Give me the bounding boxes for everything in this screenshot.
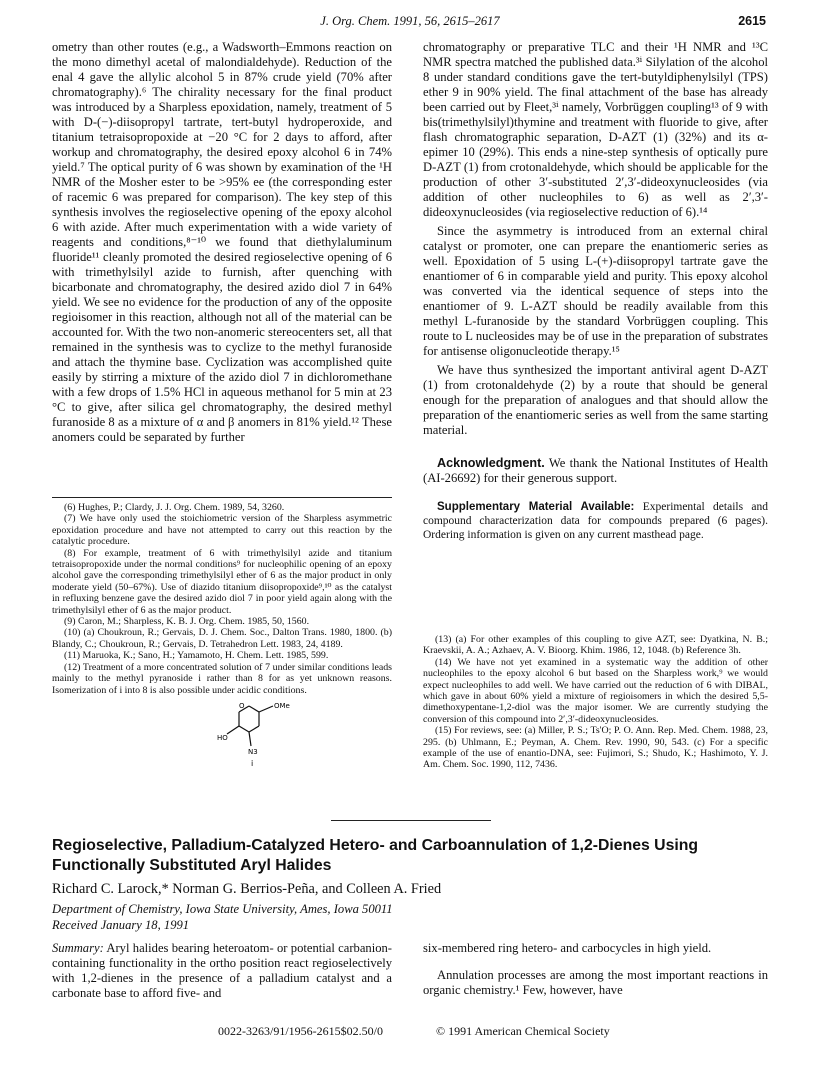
footnote-13: (13) (a) For other examples of this coupling to give AZT, see: Dyatkina, N. B.; Kraevskii, A. A.; Azhaev, A. V. Bioorg. Khim. 1986, 12, 1048. (b) Reference 3h.	[423, 634, 768, 657]
footnote-10: (10) (a) Choukroun, R.; Gervais, D. J. Chem. Soc., Dalton Trans. 1980, 1800. (b) Blandy, C.; Choukroun, R.; Gervais, D. Tetrahedron Lett. 1983, 24, 4189.	[52, 627, 392, 650]
running-header	[0, 14, 820, 32]
article-intro	[423, 941, 768, 998]
intro-paragraph: Annulation processes are among the most important reactions in organic chemistry.¹ Few, however, have	[423, 968, 768, 997]
left-footnote-divider	[52, 497, 392, 498]
right-paragraph-3: We have thus synthesized the important antiviral agent D-AZT (1) from crotonaldehyde (2) by a route that should be general enough for the preparation of analogues and that should allow the preparation of the enantiomeric series as well from the same starting material.	[423, 363, 768, 437]
left-footnotes	[52, 502, 392, 696]
article-authors: Richard C. Larock,* Norman G. Berrios-Peña, and Colleen A. Fried	[52, 881, 442, 897]
summary-text: Aryl halides bearing heteroatom- or potential carbanion-containing functionality in the ortho position react regioselectively with 1,2-dienes in the presence of a palladium catalyst and a carbonate base to afford five- and	[52, 941, 392, 1000]
acknowledgment-heading: Acknowledgment.	[437, 456, 545, 470]
article-title: Regioselective, Palladium-Catalyzed Hetero- and Carboannulation of 1,2-Dienes Using Functionally Substituted Aryl Halides	[52, 837, 699, 874]
article-summary	[52, 941, 392, 1001]
footnote-8: (8) For example, treatment of 6 with trimethylsilyl azide and titanium tetraisopropoxide under the normal conditions⁹ for nucleophilic opening of an epoxy alcohol gave the corresponding trimethylsilyl ether of 6 as the major product in only moderate yield (50–67%). Use of diazido titanium diisopropoxide⁹,¹⁰ as the catalyst in refluxing benzene gave the desired azido diol 7 in poor yield again along with the trimethylsilyl ether of 6 as the major product.	[52, 547, 392, 616]
footnote-14: (14) We have not yet examined in a systematic way the addition of other nucleophiles to the epoxy alcohol 6 but based on the Sharpless work,⁹ we would expect nucleophiles to add well. We have carried out the reduction of 6 with DIBAL, which gave in about 60% yield a mixture of regioisomers in which the desired 5,5-dimethoxypentane-1,2-diol was the major isomer. We are currently studying the conversion of this compound into 2′,3′-dideoxynucleosides.	[423, 656, 768, 725]
right-paragraph-2: Since the asymmetry is introduced from an external chiral catalyst or promoter, one can prepare the enantiomeric series as well. Epoxidation of 5 using L-(+)-diisopropyl tartrate gave the enantiomer of 6 in comparable yield and purity. This epoxy alcohol was converted via the identical sequence of steps into the enantiomer of 9. L-AZT should be readily available from this methyl L-furanoside by the standard Vorbrüggen coupling. This route to L nucleosides may be of use in the preparation of substrates for antisense oligonucleotide therapy.¹⁵	[423, 224, 768, 358]
compound-i-label: i	[251, 759, 254, 768]
footnote-11: (11) Maruoka, K.; Sano, H.; Yamamoto, H. Chem. Lett. 1985, 599.	[64, 650, 329, 662]
right-column	[423, 40, 768, 542]
n3-label: N3	[248, 748, 258, 756]
footnote-7: (7) We have only used the stoichiometric version of the Sharpless asymmetric epoxidation procedure and have not attempted to carry out this reaction by the catalytic procedure.	[52, 513, 392, 548]
article-received: Received January 18, 1991	[52, 918, 190, 932]
acknowledgment-text: We thank the National Institutes of Health (AI-26692) for their generous support.	[423, 456, 768, 485]
page-number: 2615	[738, 14, 766, 28]
article-separator	[331, 820, 491, 821]
footnote-12: (12) Treatment of a more concentrated solution of 7 under similar conditions leads mainly to the methyl pyranoside i rather than 8 for as yet unknown reasons. Isomerization of i into 8 is also possible under acidic conditions.	[52, 661, 392, 696]
supplementary-heading: Supplementary Material Available:	[437, 501, 635, 513]
ring-oxygen-label: O	[239, 702, 245, 710]
right-paragraph-1: chromatography or preparative TLC and their ¹H NMR and ¹³C NMR spectra matched the published data.³ⁱ Silylation of the alcohol 8 under standard conditions gave the tert-butyldiphenylsilyl (TPS) ether 9 in 90% yield. The final attachment of the base has already been carried out by Fleet,³ⁱ namely, Vorbrüggen coupling¹³ of 9 with bis(trimethylsilyl)thymine and treatment with fluoride to give, after flash chromatographic separation, D-AZT (1) (32%) and its α-epimer 10 (29%). This ends a nine-step synthesis of optically pure D-AZT (1) from crotonaldehyde, which should be applicable for the production of other 3′-substituted 2′,3′-dideoxynucleosides (via addition of other nucleophiles to 6) as well as 2′,3′-dideoxynucleosides (via regioselective reduction of 6).¹⁴	[423, 40, 768, 219]
ho-label: HO	[217, 734, 228, 742]
footer-code: 0022-3263/91/1956-2615$02.50/0	[218, 1024, 383, 1038]
supplementary-text: Experimental details and compound characterization data for compounds prepared (6 pages). Ordering information is given on any current masthead page.	[423, 501, 769, 541]
ome-label: OMe	[274, 702, 290, 710]
intro-line-1: six-membered ring hetero- and carbocycles in high yield.	[423, 941, 712, 955]
left-paragraph: ometry than other routes (e.g., a Wadsworth–Emmons reaction on the mono dimethyl acetal of malondialdehyde). Reduction of the enal 4 gave the allylic alcohol 5 in 87% crude yield (70% after chromatography).⁶ The chirality necessary for the final product was introduced by a Sharpless epoxidation, namely, treatment of 5 with D-(−)-diisopropyl tartrate, tert-butyl hydroperoxide, and titanium tetraisopropoxide at −20 °C for 2 days to afford, after workup and chromatography, the desired epoxy alcohol 6 in 74% yield.⁷ The optical purity of 6 was shown by examination of the ¹H NMR of the Mosher ester to be >95% ee (the corresponding ester of racemic 6 was prepared for comparison). The key step of this synthesis involves the regioselective opening of the epoxy alcohol 6 with azide. After much experimentation with a wide variety of reagents and conditions,⁸⁻¹⁰ we found that diethylaluminum fluoride¹¹ cleanly promoted the desired regioselective opening of 6 with trimethylsilyl azide to furnish, after quenching with bicarbonate and chromatography, the desired azido diol 7 in 64% yield. We see no evidence for the production of any of the opposite regioisomer in this reaction, although not all of the material can be accounted for. With the two non-anomeric stereocenters set, all that remained in the synthesis was to cyclize to the methyl furanoside and attach the thymine base. Cyclization was accomplished quite easily by stirring a mixture of the azido diol 7 in dichloromethane with a few drops of 1.5% HCl in aqueous methanol for 5 min at 23 °C to give, after silica gel chromatography, the desired methyl furanoside 8 as a mixture of α and β anomers in 81% yield.¹² These anomers could be separated by further	[52, 40, 392, 444]
footnote-9: (9) Caron, M.; Sharpless, K. B. J. Org. Chem. 1985, 50, 1560.	[64, 616, 310, 628]
journal-citation: J. Org. Chem. 1991, 56, 2615–2617	[320, 14, 500, 28]
structure-i	[195, 692, 305, 778]
summary-paragraph	[52, 941, 392, 1001]
footnote-15: (15) For reviews, see: (a) Miller, P. S.; Ts'O; P. O. Ann. Rep. Med. Chem. 1988, 23, 295. (b) Uhlmann, E.; Peyman, A. Chem. Rev. 1990, 90, 543. (c) For a specific example of the use of enantio-DNA, see: Fujimori, S.; Shudo, K.; Hashimoto, Y. J. Am. Chem. Soc. 1990, 112, 7436.	[423, 725, 768, 771]
footer-copyright: © 1991 American Chemical Society	[436, 1024, 610, 1038]
summary-label: Summary:	[52, 941, 104, 955]
right-footnotes	[423, 634, 768, 771]
supplementary-material	[423, 500, 768, 542]
footnote-6: (6) Hughes, P.; Clardy, J. J. Org. Chem. 1989, 54, 3260.	[64, 502, 285, 513]
left-column	[52, 40, 392, 445]
acknowledgment	[423, 456, 768, 486]
article-affiliation: Department of Chemistry, Iowa State University, Ames, Iowa 50011	[52, 902, 393, 916]
